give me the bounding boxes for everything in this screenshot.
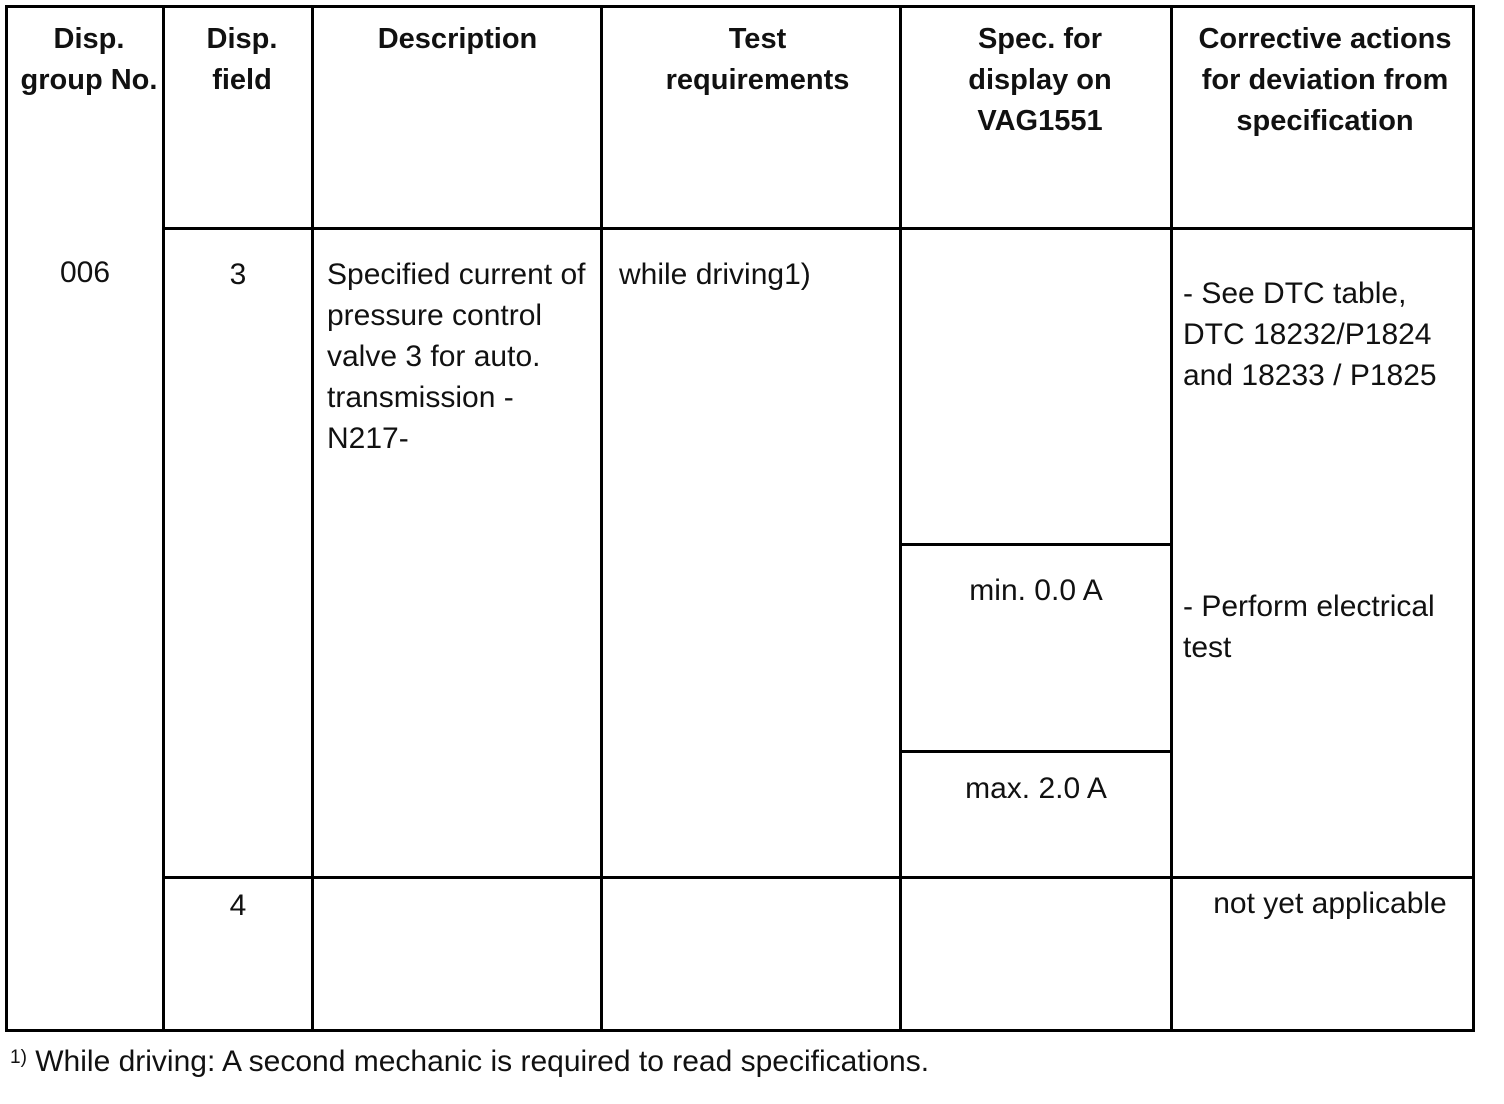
field-number: 4 (229, 889, 247, 922)
footnote-text: While driving: A second mechanic is required to read specifications. (26, 1045, 930, 1078)
table-border-bottom (5, 1029, 1475, 1032)
footnote-marker: 1) (10, 1047, 27, 1068)
spec-max: max. 2.0 A (965, 772, 1107, 805)
corrective-action-electrical-test: - Perform electrical test (1183, 590, 1435, 664)
corrective-action-dtc: - See DTC table, DTC 18232/P1824 and 18233 / P1825 (1183, 277, 1437, 392)
corrective-action-not-applicable: not yet applicable (1213, 887, 1447, 920)
spec-table (5, 5, 1475, 1032)
spec-divider (899, 750, 1173, 753)
spec-min: min. 0.0 A (969, 574, 1103, 607)
field-number: 3 (229, 258, 247, 291)
table-border-left (5, 5, 8, 1032)
test-requirement-text: while driving1) (619, 258, 811, 291)
row-divider (162, 876, 1475, 879)
header-divider (162, 227, 1475, 230)
group-number: 006 (59, 256, 111, 289)
header-group-no: Disp. group No. (20, 23, 158, 96)
header-test-requirements: Test requirements (665, 23, 850, 96)
spec-divider (899, 543, 1173, 546)
footnote (10, 1040, 929, 1084)
header-description: Description (377, 23, 538, 55)
description-text: Specified current of pressure control valve 3 for auto. transmission -N217- (327, 258, 586, 455)
header-field: Disp. field (206, 23, 278, 96)
header-spec: Spec. for display on VAG1551 (968, 23, 1112, 137)
header-corrective-actions: Corrective actions for deviation from specification (1198, 23, 1452, 137)
table-border-top (5, 5, 1475, 8)
